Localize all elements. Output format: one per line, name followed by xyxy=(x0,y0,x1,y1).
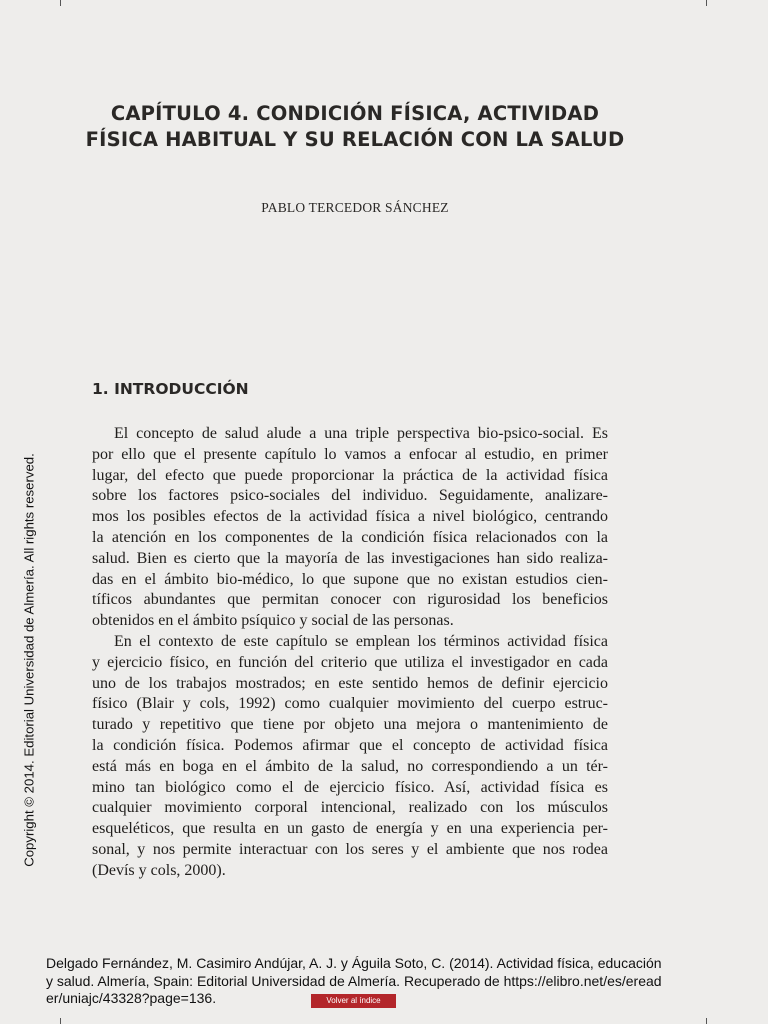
chapter-title-line-2: FÍSICA HABITUAL Y SU RELACIÓN CON LA SALUD xyxy=(85,128,625,151)
body-line: por ello que el presente capítulo lo vamos a enfocar al estudio, en primer xyxy=(92,445,608,463)
body-line: la atención en los componentes de la condición física relacionados con la xyxy=(92,528,608,546)
chapter-title-line-1: CAPÍTULO 4. CONDICIÓN FÍSICA, ACTIVIDAD xyxy=(110,102,600,125)
chapter-author: PABLO TERCEDOR SÁNCHEZ xyxy=(261,200,449,215)
body-line: obtenidos en el ámbito psíquico y social de las personas. xyxy=(92,612,454,630)
body-line: turado y repetitivo que tiene por objeto una mejora o mantenimiento de xyxy=(92,716,608,734)
body-line: uno de los trabajos mostrados; en este sentido hemos de definir ejercicio xyxy=(92,674,608,692)
crop-mark-bottom-right xyxy=(706,1018,707,1024)
citation-line-1: Delgado Fernández, M. Casimiro Andújar, A. J. y Águila Soto, C. (2014). Actividad física, educación xyxy=(46,955,662,971)
body-line: (Devís y cols, 2000). xyxy=(92,861,226,879)
body-line: está más en boga en el ámbito de la salud, no correspondiendo a un tér- xyxy=(92,757,608,775)
crop-mark-top-left xyxy=(60,0,61,6)
body-line: tíficos abundantes que permitan conocer con rigurosidad los beneficios xyxy=(92,591,608,609)
body-line: la condición física. Podemos afirmar que el concepto de actividad física xyxy=(92,736,608,754)
body-line: mino tan biológico como el de ejercicio físico. Así, actividad física es xyxy=(92,778,608,796)
body-line: físico (Blair y cols, 1992) como cualquier movimiento del cuerpo estruc- xyxy=(92,695,608,713)
section-heading: 1. INTRODUCCIÓN xyxy=(92,380,249,398)
body-line: mos los posibles efectos de la actividad física a nivel biológico, centrando xyxy=(92,508,608,526)
chapter-title xyxy=(60,101,650,153)
back-to-index-button[interactable]: Volver al índice xyxy=(311,994,396,1008)
body-line: El concepto de salud alude a una triple perspectiva bio-psico-social. Es xyxy=(114,425,608,442)
crop-mark-top-right xyxy=(706,0,707,6)
body-line: En el contexto de este capítulo se emplean los términos actividad física xyxy=(114,632,608,650)
body-line: salud. Bien es cierto que la mayoría de las investigaciones han sido realiza- xyxy=(92,549,608,567)
body-line: das en el ámbito bio-médico, lo que supone que no existan estudios cien- xyxy=(92,570,608,588)
citation-line-3: er/uniajc/43328?page=136. xyxy=(46,990,217,1006)
citation-line-2: y salud. Almería, Spain: Editorial Universidad de Almería. Recuperado de https://elibro.net/es/eread xyxy=(46,972,662,989)
body-line: cualquier movimiento corporal intencional, realizado con los músculos xyxy=(92,799,608,817)
section-body xyxy=(92,424,608,882)
crop-mark-bottom-left xyxy=(60,1018,61,1024)
body-line: sonal, y nos permite interactuar con los seres y el ambiente que nos rodea xyxy=(92,840,608,858)
copyright-notice: Copyright © 2014. Editorial Universidad de Almería. All rights reserved. xyxy=(21,453,37,867)
body-line: esqueléticos, que resulta en un gasto de energía y en una experiencia per- xyxy=(92,820,608,838)
body-line: y ejercicio físico, en función del criterio que utiliza el investigador en cada xyxy=(92,653,608,671)
body-line: lugar, del efecto que puede proporcionar la práctica de la actividad física xyxy=(92,466,608,484)
body-line: sobre los factores psico-sociales del individuo. Seguidamente, analizare- xyxy=(92,487,608,505)
